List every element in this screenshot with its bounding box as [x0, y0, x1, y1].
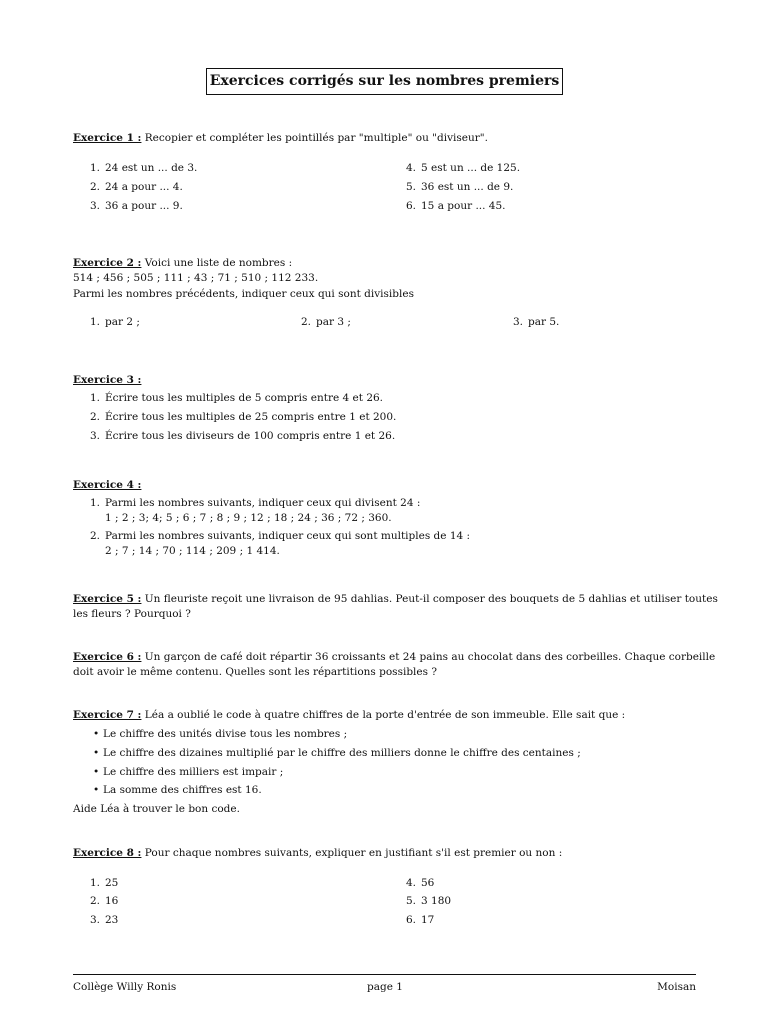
list-item: 1. 25: [89, 877, 119, 889]
list-item: 2. Écrire tous les multiples de 25 compris entre 1 et 200.: [89, 411, 397, 423]
exercise-5-text: Un fleuriste reçoit une livraison de 95 dahlias. Peut-il composer des bouquets de 5 dahlias et utiliser toutes: [144, 593, 718, 605]
list-item: 6. 17: [405, 914, 435, 926]
exercise-1-text: Recopier et compléter les pointillés par "multiple" ou "diviseur".: [144, 132, 488, 144]
list-item: 1. 24 est un ... de 3.: [89, 162, 198, 174]
list-item: 2. 24 a pour ... 4.: [89, 181, 183, 193]
list-item: 4. 56: [405, 877, 435, 889]
exercise-2-number-list: 514 ; 456 ; 505 ; 111 ; 43 ; 71 ; 510 ; 112 233.: [73, 272, 319, 284]
exercise-2-statement: [73, 257, 292, 269]
exercise-1-statement: [73, 132, 488, 144]
list-item: 1. Parmi les nombres suivants, indiquer ceux qui divisent 24 :: [89, 497, 421, 509]
exercise-7-closing: Aide Léa à trouver le bon code.: [73, 803, 240, 815]
list-item: 2. Parmi les nombres suivants, indiquer ceux qui sont multiples de 14 :: [89, 530, 471, 542]
exercise-5-text-continued: les fleurs ? Pourquoi ?: [73, 608, 191, 620]
exercise-5-heading: Exercice 5 :: [73, 593, 142, 605]
exercise-3-statement: [73, 374, 141, 386]
list-item: 1. par 2 ;: [89, 316, 140, 328]
list-item: 3. par 5.: [512, 316, 560, 328]
list-item-detail: 1 ; 2 ; 3; 4; 5 ; 6 ; 7 ; 8 ; 9 ; 12 ; 18 ; 24 ; 36 ; 72 ; 360.: [105, 512, 392, 524]
exercise-8-text: Pour chaque nombres suivants, expliquer en justifiant s'il est premier ou non :: [144, 847, 563, 859]
exercise-2-heading: Exercice 2 :: [73, 257, 142, 269]
footer-divider: [73, 974, 696, 975]
exercise-6-statement: [73, 651, 715, 663]
list-item: 1. Écrire tous les multiples de 5 compris entre 4 et 26.: [89, 392, 384, 404]
exercise-7-statement: [73, 709, 625, 721]
list-item: 2. 16: [89, 895, 119, 907]
bullet-icon: •: [93, 766, 100, 778]
exercise-6-text: Un garçon de café doit répartir 36 croissants et 24 pains au chocolat dans des corbeilles. Chaque corbeille: [144, 651, 716, 663]
bullet-item: • Le chiffre des dizaines multiplié par le chiffre des milliers donne le chiffre des centaines ;: [93, 747, 581, 759]
list-item-detail: 2 ; 7 ; 14 ; 70 ; 114 ; 209 ; 1 414.: [105, 545, 280, 557]
list-item: 2. par 3 ;: [300, 316, 351, 328]
list-item: 6. 15 a pour ... 45.: [405, 200, 506, 212]
exercise-6-heading: Exercice 6 :: [73, 651, 142, 663]
exercise-2-text: Voici une liste de nombres :: [144, 257, 293, 269]
list-item: 3. 23: [89, 914, 119, 926]
list-item: 3. Écrire tous les diviseurs de 100 compris entre 1 et 26.: [89, 430, 396, 442]
exercise-7-text: Léa a oublié le code à quatre chiffres de la porte d'entrée de son immeuble. Elle sait que :: [144, 709, 626, 721]
exercise-3-heading: Exercice 3 :: [73, 374, 142, 386]
exercise-8-statement: [73, 847, 562, 859]
list-item: 5. 36 est un ... de 9.: [405, 181, 514, 193]
footer-author: Moisan: [657, 981, 696, 993]
bullet-item: • Le chiffre des milliers est impair ;: [93, 766, 284, 778]
list-item: 3. 36 a pour ... 9.: [89, 200, 183, 212]
exercise-4-heading: Exercice 4 :: [73, 479, 142, 491]
exercise-2-question: Parmi les nombres précédents, indiquer ceux qui sont divisibles: [73, 288, 414, 300]
exercise-7-heading: Exercice 7 :: [73, 709, 142, 721]
exercise-5-statement: [73, 593, 718, 605]
bullet-icon: •: [93, 728, 100, 740]
list-item: 5. 3 180: [405, 895, 452, 907]
exercise-4-statement: [73, 479, 141, 491]
bullet-item: • La somme des chiffres est 16.: [93, 784, 262, 796]
list-item: 4. 5 est un ... de 125.: [405, 162, 521, 174]
bullet-icon: •: [93, 784, 100, 796]
page-title: Exercices corrigés sur les nombres premiers: [206, 68, 563, 95]
bullet-icon: •: [93, 747, 100, 759]
footer-school: Collège Willy Ronis: [73, 981, 177, 993]
exercise-1-heading: Exercice 1 :: [73, 132, 142, 144]
footer-page-number: page 1: [367, 981, 403, 993]
exercise-8-heading: Exercice 8 :: [73, 847, 142, 859]
bullet-item: • Le chiffre des unités divise tous les nombres ;: [93, 728, 348, 740]
exercise-6-text-continued: doit avoir le même contenu. Quelles sont les répartitions possibles ?: [73, 666, 437, 678]
